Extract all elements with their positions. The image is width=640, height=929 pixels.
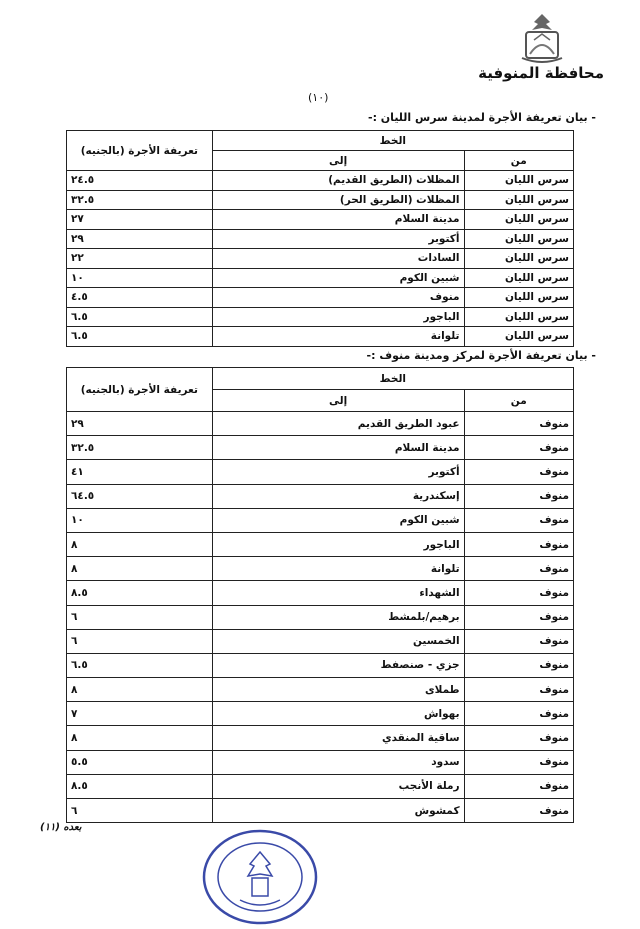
cell-from: سرس الليان — [464, 229, 574, 249]
table-row — [67, 190, 574, 210]
cell-fare: ٢٩ — [67, 412, 213, 436]
to-header: إلى — [212, 151, 464, 171]
table-row — [67, 532, 574, 556]
cell-fare: ١٠ — [67, 268, 213, 288]
cell-fare: ٦٤.٥ — [67, 484, 213, 508]
section2-heading: - بيان تعريفة الأجرة لمركز ومدينة منوف :- — [366, 349, 596, 362]
cell-fare: ٢٩ — [67, 229, 213, 249]
cell-to: المظلات (الطريق الحر) — [212, 190, 464, 210]
cell-from: منوف — [464, 508, 573, 532]
table-row — [67, 229, 574, 249]
cell-fare: ٧ — [67, 702, 213, 726]
cell-from: منوف — [464, 799, 573, 823]
cell-from: سرس الليان — [464, 268, 574, 288]
cell-to: المظلات (الطريق القديم) — [212, 171, 464, 191]
table-row — [67, 678, 574, 702]
cell-from: سرس الليان — [464, 171, 574, 191]
table-row — [67, 508, 574, 532]
page-number: (١٠) — [308, 91, 329, 104]
cell-to: مدينة السلام — [212, 210, 464, 230]
cell-from: منوف — [464, 532, 573, 556]
governorate-logo-icon — [506, 10, 578, 70]
table-row — [67, 726, 574, 750]
cell-to: مدينة السلام — [212, 436, 464, 460]
cell-to: برهيم/بلمشط — [212, 605, 464, 629]
cell-from: سرس الليان — [464, 249, 574, 269]
cell-from: سرس الليان — [464, 307, 574, 327]
cell-to: عبود الطريق القديم — [212, 412, 464, 436]
table-row — [67, 436, 574, 460]
cell-fare: ٥.٥ — [67, 750, 213, 774]
cell-fare: ٨ — [67, 557, 213, 581]
table-row — [67, 171, 574, 191]
cell-fare: ٦ — [67, 799, 213, 823]
cell-to: منوف — [212, 288, 464, 308]
cell-fare: ٨ — [67, 532, 213, 556]
cell-to: أكتوبر — [212, 460, 464, 484]
table-row — [67, 750, 574, 774]
cell-from: سرس الليان — [464, 288, 574, 308]
cell-from: منوف — [464, 581, 573, 605]
table-row — [67, 210, 574, 230]
governorate-name: محافظة المنوفية — [478, 64, 604, 82]
table-row — [67, 605, 574, 629]
cell-from: سرس الليان — [464, 327, 574, 347]
to-header: إلى — [212, 390, 464, 412]
line-header: الخط — [212, 131, 573, 151]
section1-heading: - بيان تعريفة الأجرة لمدينة سرس الليان :- — [368, 111, 596, 124]
cell-fare: ٦.٥ — [67, 327, 213, 347]
cell-from: منوف — [464, 774, 573, 798]
cell-from: منوف — [464, 678, 573, 702]
cell-to: السادات — [212, 249, 464, 269]
cell-fare: ٢٢ — [67, 249, 213, 269]
table-row — [67, 557, 574, 581]
cell-fare: ٤١ — [67, 460, 213, 484]
table-row — [67, 484, 574, 508]
cell-to: بهواش — [212, 702, 464, 726]
section2-fare-table — [66, 367, 574, 823]
table-row — [67, 288, 574, 308]
cell-from: منوف — [464, 460, 573, 484]
table-row — [67, 412, 574, 436]
cell-to: الباجور — [212, 307, 464, 327]
cell-to: سدود — [212, 750, 464, 774]
cell-fare: ٣٢.٥ — [67, 190, 213, 210]
cell-to: أكتوبر — [212, 229, 464, 249]
cell-to: تلوانة — [212, 327, 464, 347]
cell-from: منوف — [464, 484, 573, 508]
fare-header: تعريفة الأجرة (بالجنيه) — [67, 368, 213, 412]
section1-fare-table — [66, 130, 574, 347]
cell-to: ساقية المنقدي — [212, 726, 464, 750]
cell-to: شبين الكوم — [212, 508, 464, 532]
table-row — [67, 774, 574, 798]
cell-to: كمشوش — [212, 799, 464, 823]
cell-to: شبين الكوم — [212, 268, 464, 288]
cell-fare: ١٠ — [67, 508, 213, 532]
cell-fare: ٢٧ — [67, 210, 213, 230]
cell-to: الباجور — [212, 532, 464, 556]
from-header: من — [464, 390, 573, 412]
cell-from: منوف — [464, 702, 573, 726]
cell-to: إسكندرية — [212, 484, 464, 508]
cell-to: جزي - صنصفط — [212, 653, 464, 677]
table-row — [67, 702, 574, 726]
cell-from: سرس الليان — [464, 210, 574, 230]
cell-from: منوف — [464, 557, 573, 581]
cell-fare: ٣٢.٥ — [67, 436, 213, 460]
cell-from: منوف — [464, 629, 573, 653]
cell-fare: ٨ — [67, 726, 213, 750]
table-row — [67, 581, 574, 605]
cell-fare: ٨ — [67, 678, 213, 702]
cell-to: طملاى — [212, 678, 464, 702]
table-row — [67, 653, 574, 677]
table-row — [67, 307, 574, 327]
cell-fare: ٦.٥ — [67, 653, 213, 677]
cell-fare: ٦ — [67, 629, 213, 653]
cell-fare: ٨.٥ — [67, 774, 213, 798]
cell-from: منوف — [464, 750, 573, 774]
cell-from: منوف — [464, 726, 573, 750]
continued-note: بعده (١١) — [40, 822, 82, 833]
table-row — [67, 799, 574, 823]
fare-header: تعريفة الأجرة (بالجنيه) — [67, 131, 213, 171]
cell-to: الخمسين — [212, 629, 464, 653]
cell-from: منوف — [464, 605, 573, 629]
cell-from: منوف — [464, 412, 573, 436]
table-row — [67, 268, 574, 288]
table-row — [67, 249, 574, 269]
official-seal-icon — [200, 828, 320, 926]
cell-from: سرس الليان — [464, 190, 574, 210]
table-row — [67, 460, 574, 484]
cell-fare: ٢٤.٥ — [67, 171, 213, 191]
cell-from: منوف — [464, 653, 573, 677]
cell-to: الشهداء — [212, 581, 464, 605]
from-header: من — [464, 151, 574, 171]
cell-fare: ٦.٥ — [67, 307, 213, 327]
cell-from: منوف — [464, 436, 573, 460]
cell-fare: ٦ — [67, 605, 213, 629]
line-header: الخط — [212, 368, 573, 390]
cell-fare: ٤.٥ — [67, 288, 213, 308]
table-row — [67, 629, 574, 653]
cell-to: تلوانة — [212, 557, 464, 581]
table-row — [67, 327, 574, 347]
cell-to: رملة الأنجب — [212, 774, 464, 798]
cell-fare: ٨.٥ — [67, 581, 213, 605]
